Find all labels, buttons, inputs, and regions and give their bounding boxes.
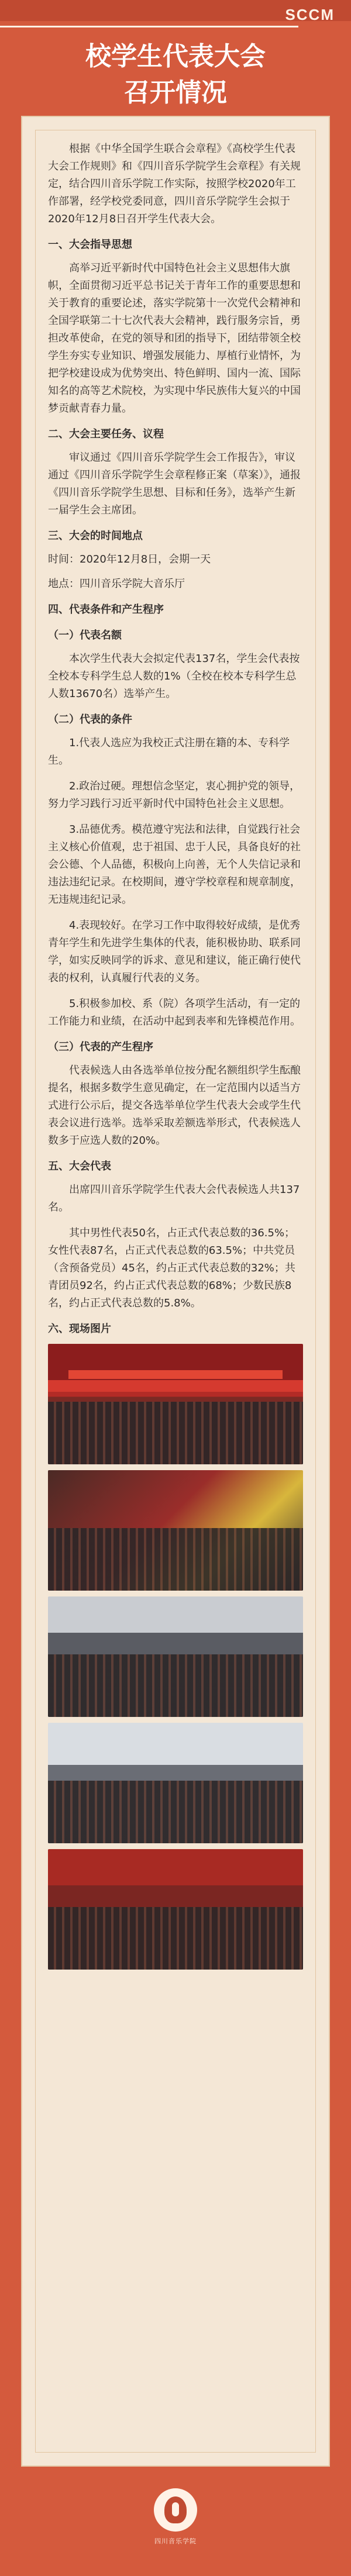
photo-banner-shape bbox=[68, 1370, 283, 1378]
section-body-1: 高举习近平新时代中国特色社会主义思想伟大旗帜，全面贯彻习近平总书记关于青年工作的重要思想和关于教育的重要论述，落实学院第十一次党代会精神和全国学联第二十七次代表大会精神，践行服务宗旨，勇担改革使命，在党的领导和团的指导下，团结带领全校学生夯实专业知识、增强发展能力、厚植行业情怀，为把学校建设成为优势突出、特色鲜明、国内一流、国际知名的高等艺术院校，为实现中华民族伟大复兴的中国梦贡献青春力量。 bbox=[48, 262, 301, 415]
place-line: 地点：四川音乐学院大音乐厅 bbox=[48, 578, 185, 590]
delegates-body-1: 出席四川音乐学院学生代表大会代表候选人共137名。 bbox=[48, 1184, 300, 1213]
section-body-2 bbox=[48, 449, 303, 519]
photo-ballot-box bbox=[48, 1723, 303, 1843]
logo-emblem-icon bbox=[154, 2488, 197, 2532]
quota-body: 本次学生代表大会拟定代表137名，学生会代表按全校本专科学生总人数的1%（全校在校本专科学生总人数13670名）选举产生。 bbox=[48, 653, 300, 700]
logo-text: 四川音乐学院 bbox=[154, 2537, 197, 2545]
article-paper bbox=[21, 116, 330, 2467]
section-body-2-part1: 审议通过《四川音乐学院学生会工作报告》，审议通过《四川音乐学院学生会章程修正案（草案）》，通报《四川音乐学院学生思想、目标和任务》，选举产生新一届学生会主席团。 bbox=[48, 451, 301, 516]
brand-badge: SCCM bbox=[285, 6, 335, 23]
intro-paragraph: 根据《中华全国学生联合会章程》《高校学生代表大会工作规则》和《四川音乐学院学生会章程》有关规定，结合四川音乐学院工作实际，按照学校2020年工作部署，经学校党委同意，四川音乐学院学生会拟于2020年12月8日召开学生代表大会。 bbox=[48, 143, 301, 225]
divider-line bbox=[0, 26, 298, 27]
condition-3: 3.品德优秀。模范遵守宪法和法律，自觉践行社会主义核心价值观，忠于祖国、忠于人民，具备良好的社会公德、个人品德，积极向上向善，无个人失信记录和违法违纪记录。在校期间，遵守学校章程和规章制度，无违规违纪记录。 bbox=[48, 823, 301, 906]
sub-heading-conditions: （二）代表的条件 bbox=[48, 713, 132, 726]
photo-gallery bbox=[48, 1344, 303, 1970]
photo-group bbox=[48, 1849, 303, 1970]
delegates-body-2: 其中男性代表50名，占正式代表总数的36.5%；女性代表87名，占正式代表总数的63.5%；中共党员（含预备党员）45名，约占正式代表总数的32%；共青团员92名，约占正式代表总数的68%；少数民族8名，约占正式代表总数的5.8%。 bbox=[48, 1227, 295, 1309]
sub-heading-quota: （一）代表名额 bbox=[48, 629, 122, 642]
photo-performance bbox=[48, 1470, 303, 1591]
photo-hall-stage bbox=[48, 1344, 303, 1464]
section-heading-3: 三、大会的时间地点 bbox=[48, 530, 143, 542]
photo-delegates-shape bbox=[48, 1907, 303, 1970]
title-line-2: 召开情况 bbox=[124, 78, 227, 108]
article-content bbox=[48, 140, 303, 1970]
section-heading-4: 四、代表条件和产生程序 bbox=[48, 604, 164, 616]
condition-4: 4.表现较好。在学习工作中取得较好成绩，是优秀青年学生和先进学生集体的代表，能积极协助、联系同学，如实反映同学的诉求、意见和建议，能正确行使代表的权利，认真履行代表的义务。 bbox=[48, 919, 301, 984]
section-heading-6: 六、现场图片 bbox=[48, 1323, 111, 1335]
time-line: 时间：2020年12月8日，会期一天 bbox=[48, 553, 211, 565]
page-title bbox=[14, 39, 337, 111]
logo-note-shape bbox=[172, 2502, 179, 2516]
condition-5: 5.积极参加校、系（院）各项学生活动，有一定的工作能力和业绩，在活动中起到表率和先锋模范作用。 bbox=[48, 998, 301, 1027]
sub-heading-procedure: （三）代表的产生程序 bbox=[48, 1041, 153, 1053]
condition-2: 2.政治过硬。理想信念坚定，衷心拥护党的领导，努力学习践行习近平新时代中国特色社会主义思想。 bbox=[48, 780, 301, 810]
photo-crowd-shape bbox=[48, 1528, 303, 1591]
section-heading-2: 二、大会主要任务、议程 bbox=[48, 428, 164, 440]
photo-group-shape bbox=[48, 1781, 303, 1843]
photo-audience-shape bbox=[48, 1402, 303, 1464]
condition-1: 1.代表人选应为我校正式注册在籍的本、专科学生。 bbox=[48, 737, 290, 767]
section-heading-1: 一、大会指导思想 bbox=[48, 239, 132, 251]
school-logo bbox=[149, 2488, 202, 2558]
procedure-body: 代表候选人由各选举单位按分配名额组织学生酝酿提名，根据多数学生意见确定，在一定范围内以适当方式进行公示后，提交各选举单位学生代表大会或学生代表会议进行选举。选举采取差额选举形式，代表候选人数多于应选人数的20%。 bbox=[48, 1064, 301, 1147]
photo-people-shape bbox=[48, 1654, 303, 1717]
title-line-1: 校学生代表大会 bbox=[85, 42, 266, 71]
section-heading-5: 五、大会代表 bbox=[48, 1160, 111, 1173]
photo-stage-shape bbox=[48, 1380, 303, 1392]
photo-voting bbox=[48, 1596, 303, 1717]
